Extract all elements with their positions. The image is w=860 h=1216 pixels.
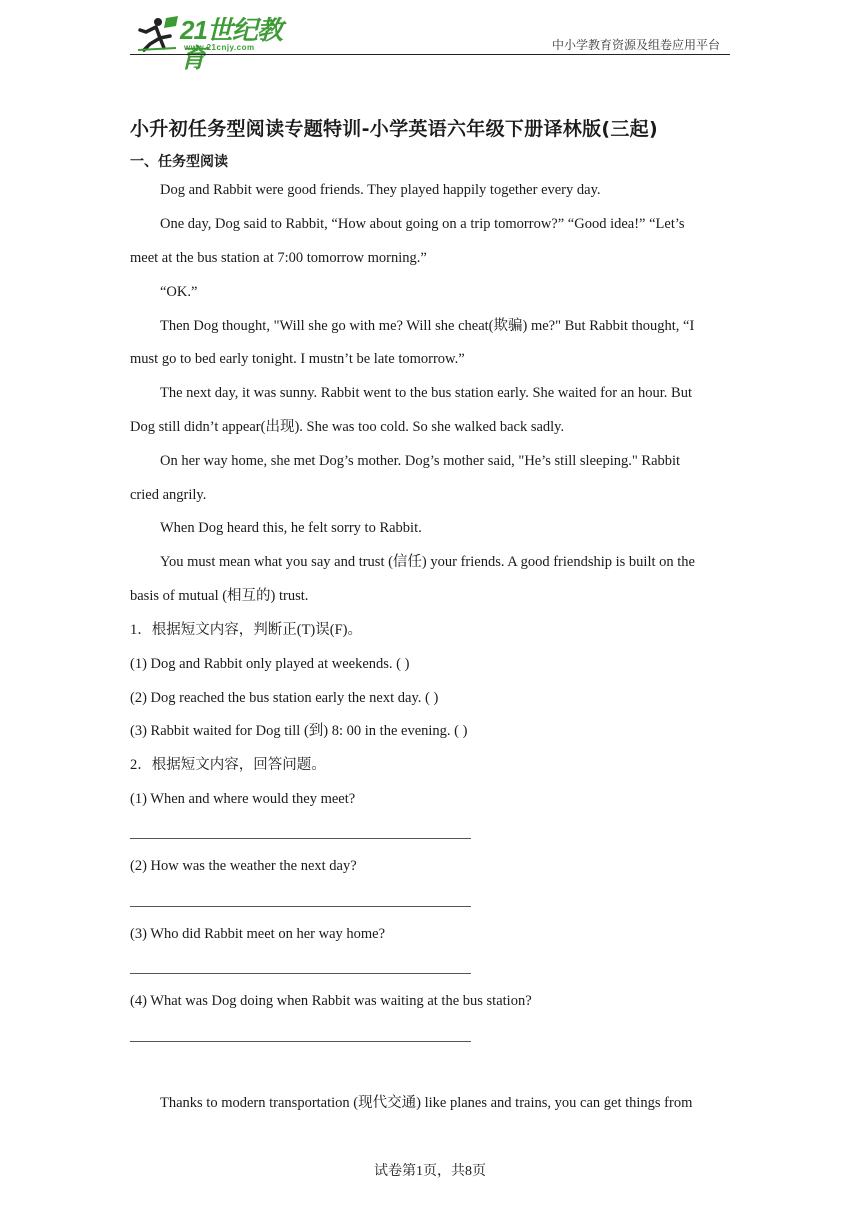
question: (2) How was the weather the next day?: [130, 858, 357, 874]
page-header: [130, 12, 730, 73]
passage-line: cried angrily.: [130, 487, 207, 503]
document-title: 小升初任务型阅读专题特训-小学英语六年级下册译林版(三起): [130, 118, 658, 140]
passage-line: “OK.”: [160, 284, 198, 300]
true-false-item[interactable]: (1) Dog and Rabbit only played at weekends. ( ): [130, 656, 410, 672]
true-false-item[interactable]: (2) Dog reached the bus station early the next day. ( ): [130, 690, 439, 706]
logo: [130, 12, 300, 73]
runner-logo-icon: [136, 14, 180, 52]
passage-line: One day, Dog said to Rabbit, “How about going on a trip tomorrow?” “Good idea!” “Let’s: [160, 216, 685, 232]
answer-line[interactable]: [130, 973, 471, 974]
passage-line: Then Dog thought, "Will she go with me? Will she cheat(欺骗) me?" But Rabbit thought, “I: [160, 318, 695, 334]
passage-line: Dog still didn’t appear(出现). She was too cold. So she walked back sadly.: [130, 419, 565, 435]
passage-line: On her way home, she met Dog’s mother. Dog’s mother said, "He’s still sleeping." Rabbit: [160, 453, 681, 469]
section-title: 一、任务型阅读: [130, 154, 228, 170]
question: (3) Who did Rabbit meet on her way home?: [130, 926, 386, 942]
answer-line[interactable]: [130, 1041, 471, 1042]
passage-line: When Dog heard this, he felt sorry to Rabbit.: [160, 520, 422, 536]
answer-line[interactable]: [130, 906, 471, 907]
logo-text: 21世纪教育: [180, 15, 282, 73]
logo-url: www.21cnjy.com: [184, 43, 255, 52]
task2-heading: 2．根据短文内容，回答问题。: [130, 757, 326, 773]
passage-line: The next day, it was sunny. Rabbit went to the bus station early. She waited for an hour. But: [160, 385, 692, 401]
passage-line: You must mean what you say and trust (信任) your friends. A good friendship is built on the: [160, 554, 695, 570]
header-platform-text: 中小学教育资源及组卷应用平台: [551, 38, 720, 52]
passage-line: must go to bed early tonight. I mustn’t be late tomorrow.”: [130, 351, 465, 367]
true-false-item[interactable]: (3) Rabbit waited for Dog till (到) 8: 00 in the evening. ( ): [130, 723, 468, 739]
passage-line: Thanks to modern transportation (现代交通) like planes and trains, you can get things from: [160, 1095, 693, 1111]
page-footer: 试卷第1页，共8页: [374, 1164, 486, 1179]
task1-heading: 1．根据短文内容，判断正(T)误(F)。: [130, 622, 362, 638]
passage-line: basis of mutual (相互的) trust.: [130, 588, 309, 604]
question: (4) What was Dog doing when Rabbit was waiting at the bus station?: [130, 993, 532, 1009]
answer-line[interactable]: [130, 838, 471, 839]
passage-line: meet at the bus station at 7:00 tomorrow morning.”: [130, 250, 427, 266]
question: (1) When and where would they meet?: [130, 791, 356, 807]
header-divider: [130, 54, 730, 55]
passage-line: Dog and Rabbit were good friends. They played happily together every day.: [160, 182, 601, 198]
